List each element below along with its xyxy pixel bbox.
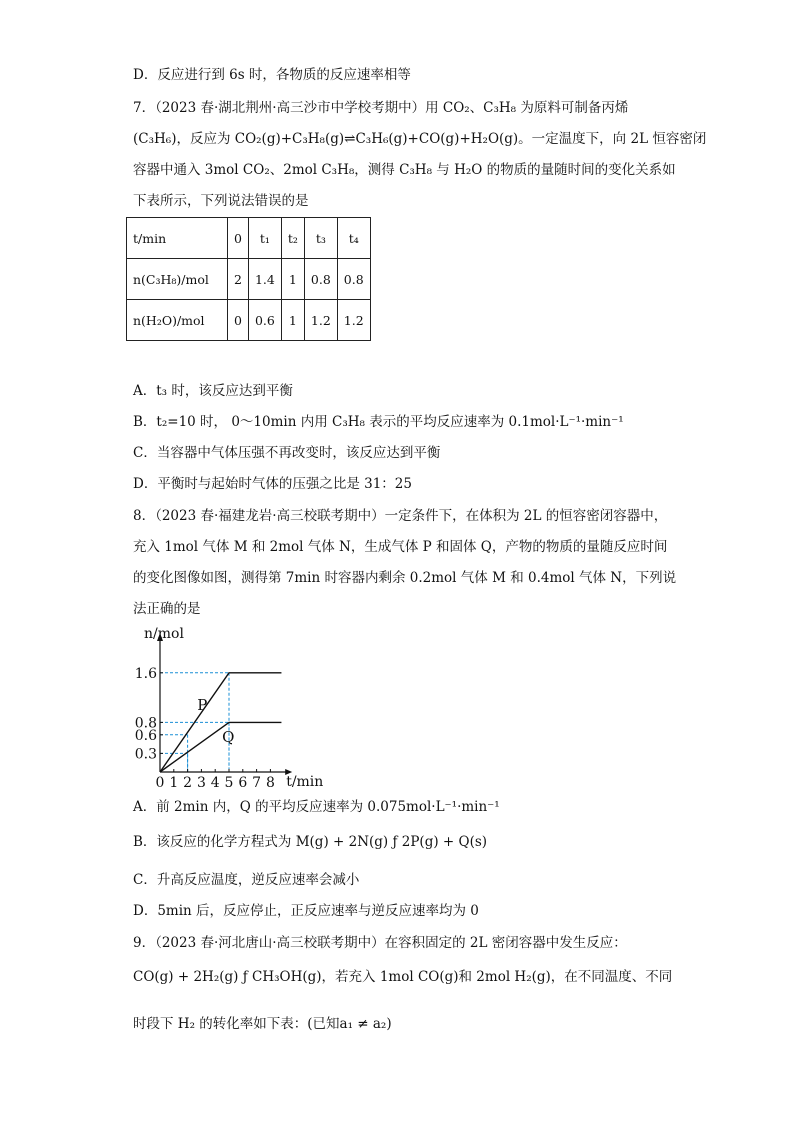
option-8d: D．5min 后，反应停止，正反应速率与逆反应速率均为 0 bbox=[133, 903, 479, 919]
question-8-stem-line1: 8．（2023 春·福建龙岩·高三校联考期中）一定条件下，在体积为 2L 的恒容密闭容器中， bbox=[133, 508, 668, 524]
table-cell: t₄ bbox=[337, 218, 370, 259]
x-tick-label: 0 bbox=[155, 775, 165, 791]
option-8a: A．前 2min 内，Q 的平均反应速率为 0.075mol·L⁻¹·min⁻¹ bbox=[133, 799, 500, 815]
table-cell: 0 bbox=[228, 300, 249, 341]
question-7-stem-line2: (C₃H₆)，反应为 CO₂(g)+C₃H₈(g)⇌C₃H₆(g)+CO(g)+H₂O(g)。一定温度下，向 2L 恒容密闭 bbox=[133, 131, 707, 147]
x-tick-label: 4 bbox=[210, 775, 220, 791]
option-7d: D．平衡时与起始时气体的压强之比是 31：25 bbox=[133, 476, 412, 492]
y-axis-label: n/mol bbox=[144, 626, 184, 642]
table-cell: t₃ bbox=[304, 218, 337, 259]
option-8b: B．该反应的化学方程式为 M(g) + 2N(g) ƒ 2P(g) + Q(s) bbox=[133, 834, 488, 850]
x-tick-label: 3 bbox=[196, 775, 206, 791]
series-label-p: P bbox=[197, 696, 208, 714]
question-9-stem-line2: CO(g) + 2H₂(g) ƒ CH₃OH(g)，若充入 1mol CO(g)和 2mol H₂(g)，在不同温度、不同 bbox=[133, 969, 673, 985]
x-tick-label: 8 bbox=[265, 775, 275, 791]
y-tick-label: 0.3 bbox=[134, 746, 157, 763]
option-6d: D．反应进行到 6s 时，各物质的反应速率相等 bbox=[133, 67, 411, 83]
question-7-stem-line1: 7．（2023 春·湖北荆州·高三沙市中学校考期中）用 CO₂、C₃H₈ 为原料可制备丙烯 bbox=[133, 100, 629, 116]
x-tick-label: 1 bbox=[169, 775, 179, 791]
table-cell: t₂ bbox=[281, 218, 304, 259]
table-cell: 1 bbox=[281, 300, 304, 341]
question-8-stem-line2: 充入 1mol 气体 M 和 2mol 气体 N，生成气体 P 和固体 Q，产物的物质的量随反应时间 bbox=[133, 539, 668, 555]
table-row bbox=[127, 300, 371, 341]
question-8-stem-line4: 法正确的是 bbox=[133, 601, 201, 617]
table-cell: 0.6 bbox=[248, 300, 281, 341]
option-7c: C．当容器中气体压强不再改变时，该反应达到平衡 bbox=[133, 445, 441, 461]
table-cell: 1.2 bbox=[337, 300, 370, 341]
y-tick-label: 1.6 bbox=[134, 665, 157, 682]
question-9-stem-line3: 时段下 H₂ 的转化率如下表：(已知a₁ ≠ a₂) bbox=[133, 1016, 392, 1032]
y-tick-label: 0.8 bbox=[134, 715, 157, 732]
question-7-stem-line4: 下表所示，下列说法错误的是 bbox=[133, 193, 309, 209]
table-row bbox=[127, 218, 371, 259]
option-8c: C．升高反应温度，逆反应速率会减小 bbox=[133, 872, 360, 888]
table-cell: 1.4 bbox=[248, 259, 281, 300]
x-tick-label: 6 bbox=[238, 775, 248, 791]
question-9-stem-line1: 9．（2023 春·河北唐山·高三校联考期中）在容积固定的 2L 密闭容器中发生反应： bbox=[133, 935, 627, 951]
table-cell: n(H₂O)/mol bbox=[127, 300, 228, 341]
question-8-stem-line3: 的变化图像如图，测得第 7min 时容器内剩余 0.2mol 气体 M 和 0.4mol 气体 N，下列说 bbox=[133, 570, 677, 586]
question-7-stem-line3: 容器中通入 3mol CO₂、2mol C₃H₈，测得 C₃H₈ 与 H₂O 的物质的量随时间的变化关系如 bbox=[133, 162, 676, 178]
question-8-chart bbox=[130, 622, 350, 797]
option-7a: A．t₃ 时，该反应达到平衡 bbox=[133, 383, 293, 399]
table-cell: 0 bbox=[228, 218, 249, 259]
series-label-q: Q bbox=[222, 728, 235, 747]
table-cell: t₁ bbox=[248, 218, 281, 259]
series-line-q bbox=[160, 722, 281, 772]
table-cell: n(C₃H₈)/mol bbox=[127, 259, 228, 300]
option-7b: B．t₂=10 时， 0～10min 内用 C₃H₈ 表示的平均反应速率为 0.1mol·L⁻¹·min⁻¹ bbox=[133, 414, 624, 430]
x-axis-label: t/min bbox=[286, 774, 324, 790]
table-row bbox=[127, 259, 371, 300]
table-cell: 1.2 bbox=[304, 300, 337, 341]
question-7-table bbox=[126, 217, 371, 341]
table-cell: 0.8 bbox=[304, 259, 337, 300]
table-cell: 1 bbox=[281, 259, 304, 300]
table-cell: 0.8 bbox=[337, 259, 370, 300]
table-cell: 2 bbox=[228, 259, 249, 300]
y-tick-label: 0.6 bbox=[134, 727, 157, 744]
table-cell: t/min bbox=[127, 218, 228, 259]
x-tick-label: 7 bbox=[252, 775, 262, 791]
x-tick-label: 5 bbox=[224, 775, 234, 791]
x-tick-label: 2 bbox=[183, 775, 193, 791]
